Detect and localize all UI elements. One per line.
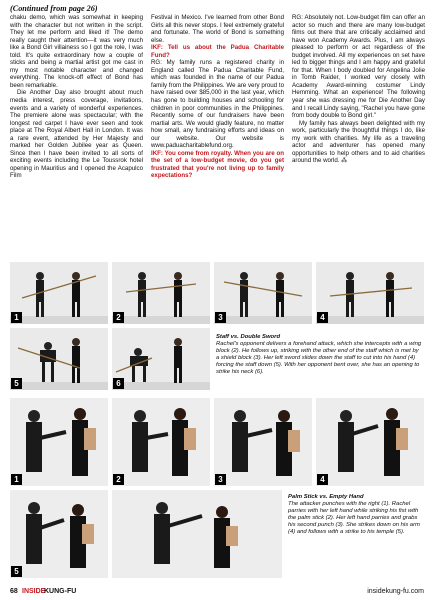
fighters-image [112, 398, 210, 486]
sequence-photo [214, 398, 312, 486]
page-number: 68 [10, 588, 18, 595]
paragraph: Festival in Mexico. I've learned from other Bond Girls all this never stops. I feel extremely grateful and fortunate. The world of Bond is something else. [151, 14, 284, 44]
sequence-photo [214, 262, 312, 324]
caption-title: Staff vs. Double Sword [216, 334, 281, 340]
fighters-image [10, 328, 108, 390]
fighters-image [316, 398, 424, 486]
step-number: 2 [113, 474, 124, 485]
step-number: 4 [317, 474, 328, 485]
interview-answer: RG: My family runs a registered charity in England called The Padua Charitable Fund, which was founded in the name of our Padua family from the Philippines. We are very proud to have raised over $85,000 in the last year, which has gone to building houses and schooling for children in poor communities in the Philippines. Recently some of our fundraisers have been martial arts. We would gladly feature, no matter how small, any fundraising efforts and ideas on our website. Our website is www.paduacharitablefund.org. [151, 59, 284, 150]
sequence-photo [10, 328, 108, 390]
sequence-photo [10, 262, 108, 324]
fighters-image [10, 490, 108, 578]
step-number: 1 [11, 474, 22, 485]
interview-answer: RG: Absolutely not. Low-budget film can offer an actor so much and there are many low-budget films out there that are critically acclaimed and have won Academy Awards. Plus, I am always pleased to perform or act regardless of the budget involved. All my experiences on set have led to bigger things and I am happy and grateful for that. When I body doubled for Angelina Jolie in Tomb Raider, I worked very closely with Academy Award-winning costumer Lindy Hemming. What an experience! The following year she was dressing me for Die Another Day and I recall Lindy saying, "Rachel you have gone from body double to Bond girl." [292, 14, 425, 120]
caption-text: Rachel's opponent delivers a forehand attack, which she intercepts with a wing block (2). He follows up, striking with the other end of the staff which is met by a shield block (3). Her left sword slides down the staff to cut into his hand (4) forcing the staff down (5). With her opponent bent over, she has an opening to strike his neck (6). [216, 340, 422, 375]
sequence-photo [10, 490, 108, 578]
step-number: 6 [113, 378, 124, 389]
fighters-image [316, 262, 424, 324]
continued-from-label: (Continued from page 26) [10, 4, 98, 13]
fighters-image [214, 262, 312, 324]
article-column-3 [292, 14, 425, 165]
sequence-photo [316, 262, 424, 324]
sequence-photo [316, 398, 424, 486]
paragraph: chaku demo, which was somewhat in keeping with the character but not written in the script. They let me perform and liked it! The demo really caught their attention—it was very much like a Bond Girl villainess so I got the role, I was told. It's quite extraordinary how a couple of sticks and being a martial artist got me cast in my most notable character and changed everything. The knock-off effect of Bond has been remarkable. [10, 14, 143, 89]
step-number: 1 [11, 312, 22, 323]
fighters-image [10, 262, 108, 324]
sequence-photo [112, 490, 282, 578]
figure-caption-staff [216, 334, 422, 375]
caption-text: The attacker punches with the right (1). Rachel parries with her left hand while striking his fist with the palm stick (2). Her left hand parries and grabs his second punch (3). She strikes down on his arm (4) and follows with a strike to his temple (5). [288, 500, 420, 535]
figure-caption-palm-stick [288, 494, 424, 535]
step-number: 5 [11, 566, 22, 577]
fighters-image [214, 398, 312, 486]
step-number: 4 [317, 312, 328, 323]
sequence-photo [112, 328, 210, 390]
step-number: 2 [113, 312, 124, 323]
sequence-photo [112, 262, 210, 324]
paragraph: Die Another Day also brought about much media interest, press coverage, invitations, events and a variety of wonderful experiences. The premiere alone was spectacular; with the longest red carpet I have ever seen and took place at The Royal Albert Hall in London. It was a rare event, attended by Her Majesty and marked her Golden Jubilee year as Queen. Since then I have been invited to all sorts of exciting events including the Le Toussrok hotel opening in Mauritius and I opened the Acapulco Film [10, 89, 143, 180]
fighters-image [112, 262, 210, 324]
magazine-logo: INSIDE [22, 588, 46, 595]
caption-title: Palm Stick vs. Empty Hand [288, 494, 364, 500]
interview-question: IKF: Tell us about the Padua Charitable Fund? [151, 44, 284, 59]
sequence-photo [112, 398, 210, 486]
fighters-image [10, 398, 108, 486]
website-url: insidekung-fu.com [367, 588, 424, 595]
step-number: 3 [215, 474, 226, 485]
interview-question: IKF: You come from royalty. When you are on the set of a low-budget movie, do you get frustrated that you're not living up to family expectations? [151, 149, 284, 180]
step-number: 3 [215, 312, 226, 323]
page-footer [0, 584, 434, 600]
article-column-1 [10, 14, 143, 180]
step-number: 5 [11, 378, 22, 389]
fighters-image [112, 490, 282, 578]
magazine-logo: KUNG-FU [44, 588, 77, 595]
paragraph: My family has always been delighted with my work, particularly the thoughtful things I do, like my work with charities. My life as a traveling actor and adventurer has opened many opportunities to help others and to aid charities around the world. ⁂ [292, 119, 425, 165]
fighters-image [112, 328, 210, 390]
sequence-photo [10, 398, 108, 486]
article-column-2 [151, 14, 284, 180]
